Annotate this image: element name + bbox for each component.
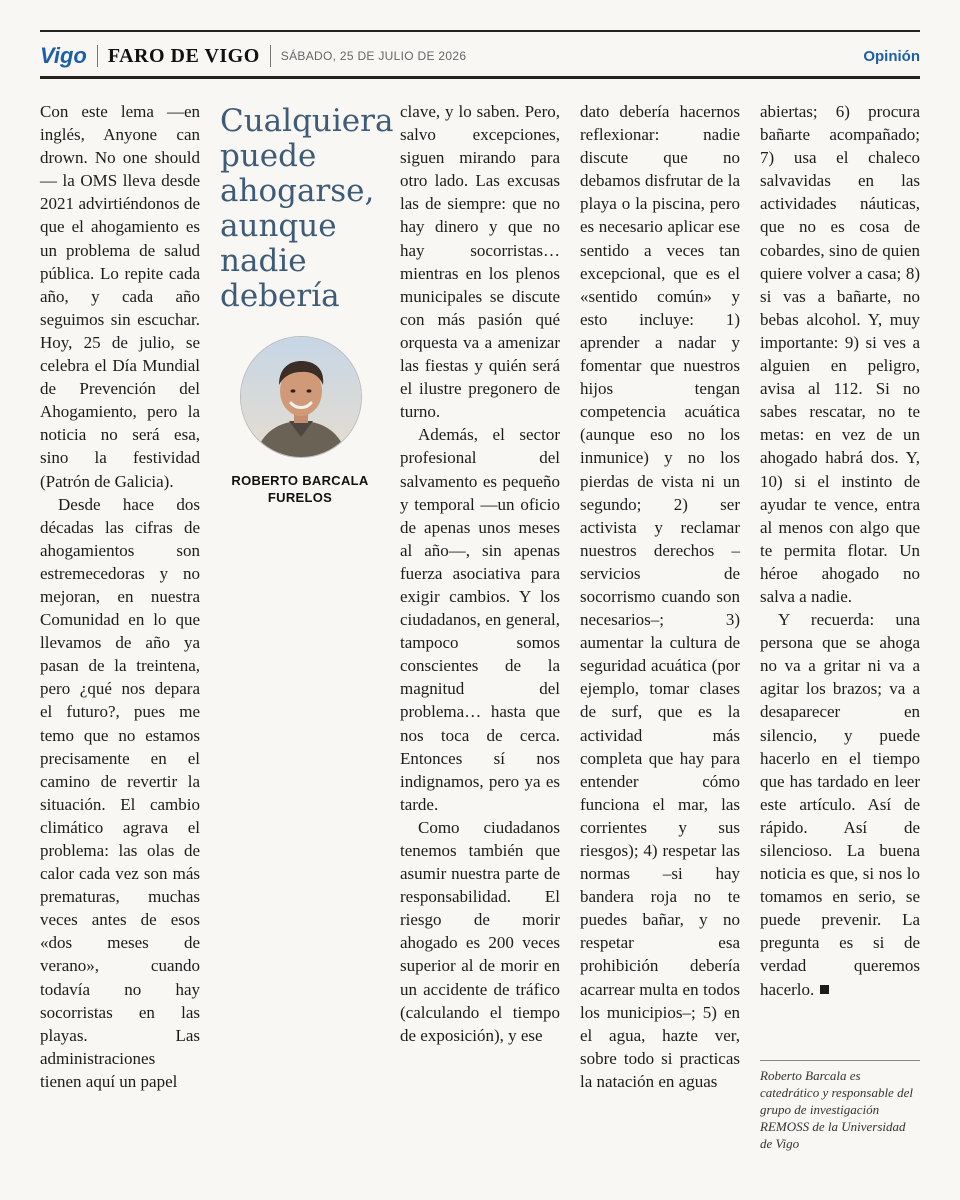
masthead-divider [97, 45, 98, 67]
article-paragraph: clave, y lo saben. Pero, salvo excepciones, siguen mirando para otro lado. Las excusas las de siempre: que no hay dinero y que no hay socorristas… mientras en los plenos municipales se discute con más pasión qué orquesta va a amenizar las fiestas y quién será el ilustre pregonero de turno. [400, 102, 560, 422]
end-of-article-mark [820, 985, 829, 994]
masthead-divider [270, 45, 271, 67]
author-note: Roberto Barcala es catedrático y responsable del grupo de investigación REMOSS de la Universidad de Vigo [760, 1068, 913, 1151]
article-column-5 [760, 100, 920, 1001]
section-city[interactable]: Vigo [40, 43, 87, 68]
author-byline: ROBERTO BARCALA FURELOS [231, 473, 369, 505]
issue-date: SÁBADO, 25 DE JULIO DE 2026 [280, 49, 467, 63]
author-note-rule [760, 1060, 920, 1061]
masthead-top-rule [40, 30, 920, 32]
article-column-3 [400, 100, 560, 1047]
article-paragraph: Desde hace dos décadas las cifras de ahogamientos son estremecedoras y no mejoran, en nuestra Comunidad en lo que llevamos de año ya pasan de la treintena, pero ¿qué nos depara el futuro?, pues me temo que no estamos precisamente en el camino de revertir la situación. El cambio climático agrava el problema: las olas de calor cada vez son más prematuras, muchas veces antes de esos «dos meses de verano», cuando todavía no hay socorristas en las playas. Las administraciones tienen aquí un papel [40, 494, 200, 1091]
author-photo-illustration [241, 337, 361, 457]
newspaper-name: FARO DE VIGO [107, 44, 260, 67]
author-portrait [240, 336, 362, 458]
masthead-bottom-rule [40, 76, 920, 79]
article-paragraph: dato debería hacernos reflexionar: nadie discute que no debamos disfrutar de la playa o la piscina, pero es necesario aplicar ese sentido a veces tan excepcional, que es el «sentido común» y esto incluye: 1) aprender a nadar y fomentar que nuestros hijos tengan competencia acuática (aunque eso no los inmunice) y no los pierdas de vista ni un segundo; 2) ser activista y reclamar nuestros derechos –servicios de socorrismo cuando son necesarios–; 3) aumentar la cultura de seguridad acuática (por ejemplo, tomar clases de surf, que es la actividad más completa que hay para entender cómo funciona el mar, las corrientes y sus riesgos); 4) respetar las normas –si hay bandera roja no te puedes bañar, y no respetar esa prohibición debería acarrear multa en todos los municipios–; 5) en el agua, hazte ver, sobre todo si practicas la natación en aguas [580, 102, 740, 1091]
section-label[interactable]: Opinión [863, 47, 920, 65]
article-paragraph: Como ciudadanos tenemos también que asumir nuestra parte de responsabilidad. El riesgo de morir ahogado es 200 veces superior al de morir en un accidente de tráfico (calculando el tiempo de exposición), y ese [400, 817, 560, 1045]
masthead [40, 40, 920, 72]
article-paragraph: Además, el sector profesional del salvamento es pequeño y temporal —un oficio de apenas unos meses al año—, sin apenas fuerza asociativa para exigir cambios. Y los ciudadanos, en general, tampoco somos conscientes de la magnitud del problema… hasta que nos toca de cerca. Entonces sí nos indignamos, pero ya es tarde. [400, 425, 560, 814]
article-paragraph: Con este lema —en inglés, Anyone can drown. No one should— la OMS lleva desde 2021 advirtiéndonos de que el ahogamiento es un problema de salud pública. Lo repite cada año, y cada año seguimos sin escuchar. Hoy, 25 de julio, se celebra el Día Mundial de Prevención del Ahogamiento, pero la noticia no será esa, sino la festividad (Patrón de Galicia). [40, 102, 200, 491]
article-paragraph-text: Y recuerda: una persona que se ahoga no va a gritar ni va a agitar los brazos; va a desaparecer en silencio, y puede hacerlo en el tiempo que has tardado en leer este artículo. Así de rápido. Así de silencioso. La buena noticia es que, si nos lo tomamos en serio, se puede prevenir. La pregunta es si de verdad queremos hacerlo. [760, 610, 920, 999]
article-headline: Cualquiera puede ahogarse, aunque nadie debería [220, 103, 394, 314]
article-paragraph-last [760, 608, 920, 1001]
article-paragraph: abiertas; 6) procura bañarte acompañado; 7) usa el chaleco salvavidas en las actividades náuticas, que no es cosa de cobardes, sino de quien quiere volver a casa; 8) si vas a bañarte, no bebas alcohol. Y, muy importante: 9) si ves a alguien en peligro, avisa al 112. Si no sabes rescatar, no te metas: en vez de un ahogado habrá dos. Y, 10) si el instinto de ayudar te vence, entra al menos con algo que te permita flotar. Un héroe ahogado no salva a nadie. [760, 102, 920, 606]
article-column-1 [40, 100, 200, 1093]
article-column-4 [580, 100, 740, 1093]
